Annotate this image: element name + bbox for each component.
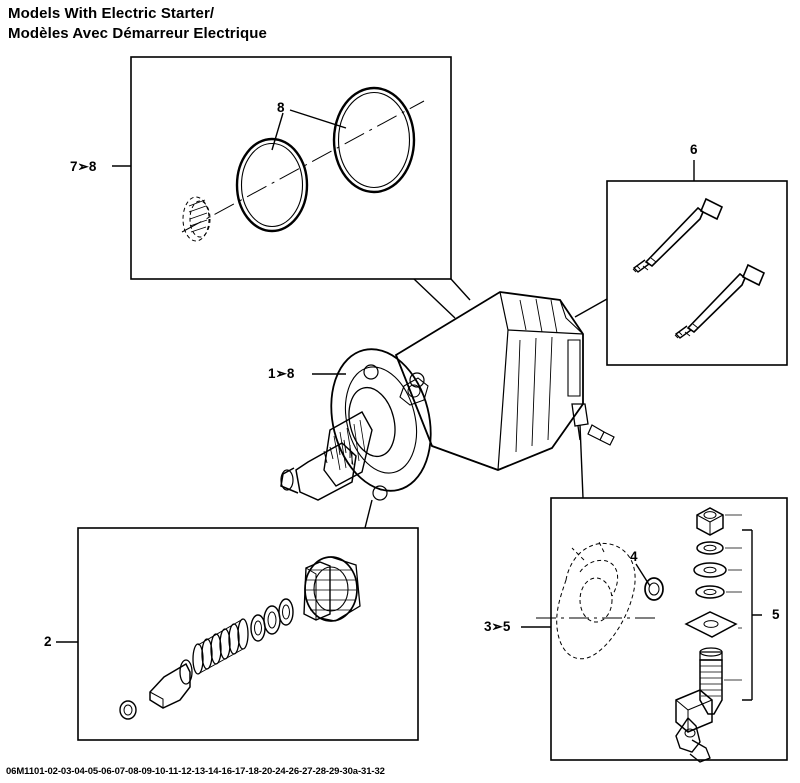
connector-drive-to-starter [365,500,372,528]
bolt-panel-content [633,199,764,338]
bracket-5 [742,530,762,700]
callout-7-8: 7➢8 [70,159,97,174]
drive-panel-content [120,557,360,719]
callout-4: 4 [630,549,638,564]
lever-bracket [676,690,712,762]
page-title-line-1: Models With Electric Starter/ [8,5,215,22]
callout-3-5: 3➢5 [484,619,511,634]
footer-part-code: 06M1101-02-03-04-05-06-07-08-09-10-11-12-13-14-16-17-18-20-24-26-27-28-29-30a-31-32 [6,766,385,777]
connector-bolts-to-starter [575,299,607,317]
vertical-hardware-stack [686,508,742,714]
page-title [8,4,267,45]
panel-drive [78,528,418,740]
connector-orings-to-starter [414,279,470,318]
leader-8-b [290,110,346,128]
callout-5: 5 [772,607,780,622]
leader-4 [636,564,650,586]
hardware-panel-content [536,508,742,762]
callout-6: 6 [690,142,698,157]
callout-8: 8 [277,100,285,115]
panel-orings [131,57,451,279]
oring-panel-content [182,88,424,241]
panel-hardware [551,498,787,760]
page-title-line-2: Modèles Avec Démarreur Electrique [8,25,267,43]
starter-motor-assembly [281,292,614,501]
callout-2: 2 [44,634,52,649]
panel-bolts [607,181,787,365]
connector-hardware-to-starter [580,425,583,498]
callout-1-8: 1➢8 [268,366,295,381]
leader-8-a [272,113,283,150]
